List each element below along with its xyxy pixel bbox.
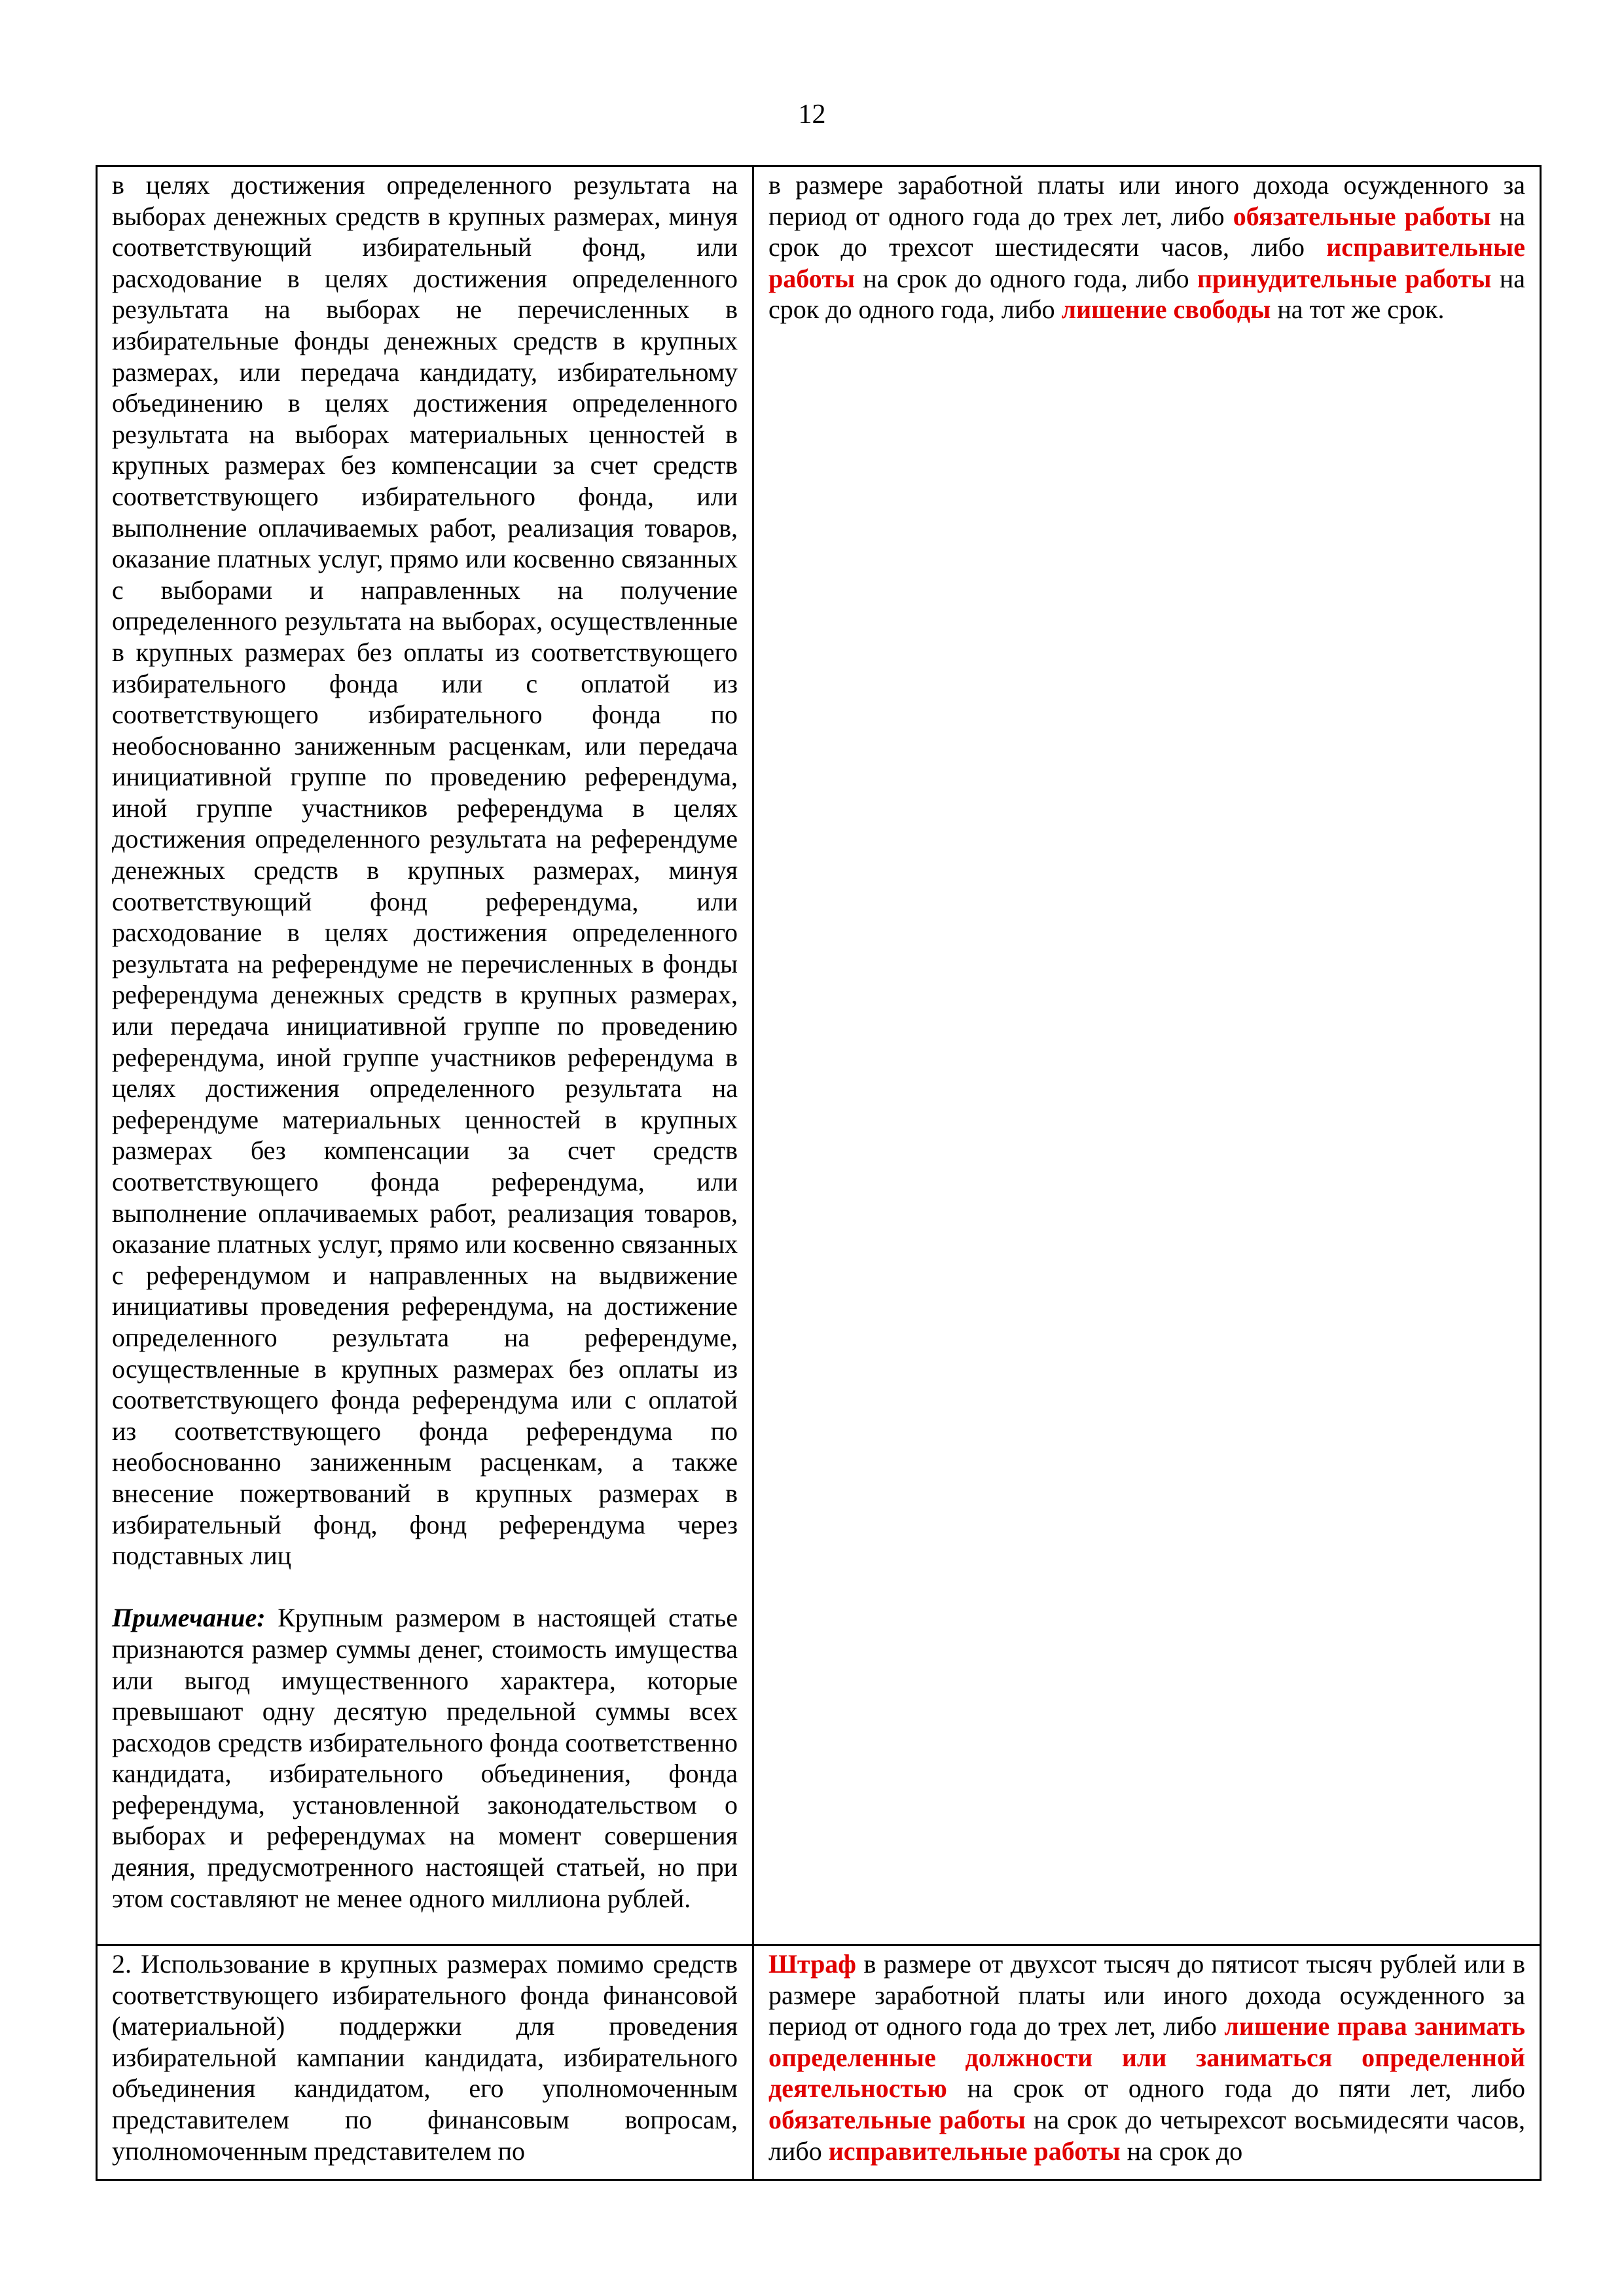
penalty-text-segment: на срок до [1120, 2136, 1243, 2166]
note-label: Примечание: [112, 1603, 266, 1633]
penalty-type-highlight: Штраф [768, 1949, 856, 1979]
penalty-type-highlight: лишение свободы [1061, 295, 1271, 325]
page-number: 12 [798, 99, 826, 130]
penalty-text-segment: на срок до одного года, либо [855, 263, 1197, 293]
penalty-text [768, 1948, 1525, 2166]
penalty-type-highlight: принудительные работы [1197, 263, 1492, 293]
penalty-text-segment: на срок от одного года до пяти лет, либо [947, 2073, 1525, 2104]
penalty-type-highlight: исправительные работы [768, 232, 1525, 293]
penalty-text-segment: на тот же срок. [1271, 295, 1445, 325]
penalty-text-segment: на срок до одного года, либо [768, 263, 1525, 325]
penalty-text-segment: в размере заработной платы или иного дохода осужденного за период от одного года до трех лет, либо [768, 170, 1525, 231]
penalty-text-segment: на срок до трехсот шестидесяти часов, либо [768, 201, 1525, 262]
offense-text-wrapper [112, 1948, 738, 2172]
penalty-type-highlight: исправительные работы [828, 2136, 1121, 2166]
penalty-type-highlight: лишение права занимать определенные должности или заниматься определенной деятельностью [768, 2011, 1525, 2104]
table-row [97, 1945, 1541, 2180]
paragraph-gap [112, 1571, 738, 1603]
penalty-type-highlight: обязательные работы [768, 2104, 1026, 2134]
penalty-type-highlight: обязательные работы [1233, 201, 1491, 231]
offense-text: 2. Использование в крупных размерах помимо средств соответствующего избирательного фонда финансовой (материальной) поддержки для проведения избирательной кампании кандидата, избирательного объединения кандидатом, его уполномоченным представителем по финансовым вопросам, уполномоченным представителем по [112, 1949, 738, 2166]
legal-table [96, 165, 1542, 2181]
table-row [97, 166, 1541, 1945]
offense-description-cell [97, 166, 753, 1945]
penalty-text-segment: в размере от двухсот тысяч до пятисот тысяч рублей или в размере заработной платы или иного дохода осужденного за период от одного года до трех лет, либо [768, 1949, 1525, 2041]
penalty-text-wrapper [768, 1948, 1525, 2172]
penalty-cell [753, 166, 1541, 1945]
note-text: Крупным размером в настоящей статье признаются размер суммы денег, стоимость имущества или выгод имущественного характера, которые превышают одну десятую предельной суммы всех расходов средств избирательного фонда соответственно кандидата, избирательного объединения, фонда референдума, установленной законодательством о выборах и референдумах на момент совершения деяния, предусмотренного настоящей статьей, но при этом составляют не менее одного миллиона рублей. [112, 1603, 738, 1913]
penalty-cell [753, 1945, 1541, 2180]
note-paragraph [112, 1602, 738, 1914]
offense-text: в целях достижения определенного результата на выборах денежных средств в крупных размерах, минуя соответствующий избирательный фонд, или расходование в целях достижения определенного результата на выборах не перечисленных в избирательные фонды денежных средств в крупных размерах, или передача кандидату, избирательному объединению в целях достижения определенного результата на выборах материальных ценностей в крупных размерах без компенсации за счет средств соответствующего избирательного фонда, или выполнение оплачиваемых работ, реализация товаров, оказание платных услуг, прямо или косвенно связанных с выборами и направленных на получение определенного результата на выборах, осуществленные в крупных размерах без оплаты из соответствующего избирательного фонда или с оплатой из соответствующего избирательного фонда по необоснованно заниженным расценкам, или передача инициативной группе по проведению референдума, иной группе участников референдума в целях достижения определенного результата на референдуме денежных средств в крупных размерах, минуя соответствующий фонд референдума, или расходование в целях достижения определенного результата на референдуме не перечисленных в фонды референдума денежных средств в крупных размерах, или передача инициативной группе по проведению референдума, иной группе участников референдума в целях достижения определенного результата на референдуме материальных ценностей в крупных размерах без компенсации за счет средств соответствующего фонда референдума, или выполнение оплачиваемых работ, реализация товаров, оказание платных услуг, прямо или косвенно связанных с референдумом и направленных на выдвижение инициативы проведения референдума, на достижение определенного результата на референдуме, осуществленные в крупных размерах без оплаты из соответствующего фонда референдума или с оплатой из соответствующего фонда референдума по необоснованно заниженным расценкам, а также внесение пожертвований в крупных размерах в избирательный фонд, фонд референдума через подставных лиц [112, 170, 738, 1571]
penalty-text [768, 170, 1525, 325]
penalty-text-segment: на срок до четырехсот восьмидесяти часов, либо [768, 2104, 1525, 2166]
offense-description-cell [97, 1945, 753, 2180]
